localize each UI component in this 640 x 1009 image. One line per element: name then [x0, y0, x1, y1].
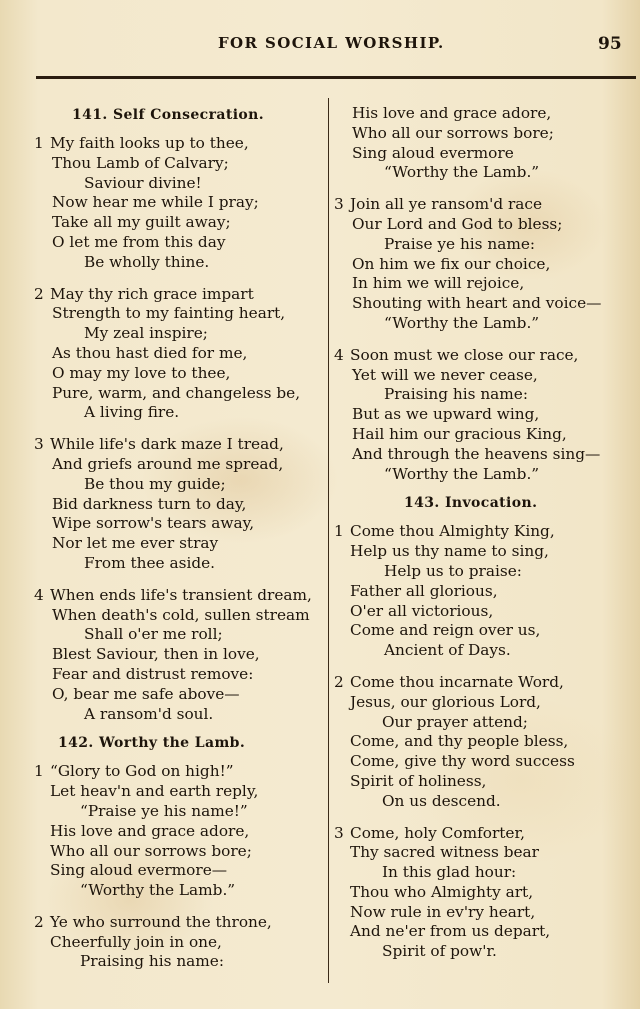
verse-line: Who all our sorrows bore;: [352, 123, 554, 142]
verse-line: In him we will rejoice,: [352, 274, 525, 293]
hymn-title-143: 143. Invocation.: [404, 495, 538, 512]
verse-line: Shall o'er me roll;: [84, 625, 223, 644]
right-column: [334, 104, 630, 962]
verse-line: Ancient of Days.: [384, 641, 511, 660]
stanza-number: 2: [334, 672, 344, 691]
verse-line: A ransom'd soul.: [84, 704, 214, 723]
stanza-number: 1: [334, 522, 344, 541]
verse-line: May thy rich grace impart: [50, 284, 254, 303]
verse-line: Bid darkness turn to day,: [52, 494, 247, 513]
hymn-title-141: 141. Self Consecration.: [72, 107, 264, 123]
verse-line: Come thou incarnate Word,: [350, 672, 564, 691]
verse-line: Our prayer attend;: [382, 712, 528, 731]
stanza: [334, 673, 630, 812]
verse-line: Strength to my fainting heart,: [52, 304, 286, 323]
verse-line: Spirit of holiness,: [350, 771, 487, 790]
verse-line: Praising his name:: [80, 952, 225, 971]
verse-line: On us descend.: [382, 791, 501, 810]
left-column: [34, 104, 324, 972]
header-rule: [36, 76, 636, 79]
verse-line: Sing aloud evermore—: [50, 861, 228, 880]
verse-line: His love and grace adore,: [352, 104, 552, 122]
verse-line: Yet will we never cease,: [352, 365, 538, 384]
stanza-number: 3: [334, 195, 344, 214]
verse-line: Soon must we close our race,: [350, 345, 579, 364]
page-number: 95: [598, 34, 622, 54]
verse-line: O, bear me safe above—: [52, 684, 240, 703]
verse-line: Sing aloud evermore: [352, 143, 514, 162]
verse-line: Fear and distrust remove:: [52, 664, 254, 683]
running-title: FOR SOCIAL WORSHIP.: [218, 34, 445, 52]
page-header: [0, 34, 640, 58]
verse-line: Pure, warm, and changeless be,: [52, 383, 301, 402]
verse-line: But as we upward wing,: [352, 405, 540, 424]
stanza: [34, 435, 324, 574]
verse-line: Help us to praise:: [384, 561, 522, 580]
verse-line: His love and grace adore,: [50, 821, 250, 840]
verse-line: Nor let me ever stray: [52, 534, 219, 553]
stanza-number: 1: [34, 762, 44, 781]
verse-line: Thy sacred witness bear: [350, 843, 539, 862]
verse-line: “Glory to God on high!”: [50, 762, 234, 781]
verse-line: “Worthy the Lamb.”: [384, 163, 540, 182]
verse-line: “Worthy the Lamb.”: [384, 464, 540, 483]
verse-line: As thou hast died for me,: [52, 343, 248, 362]
verse-line: When ends life's transient dream,: [50, 585, 312, 604]
verse-line: From thee aside.: [84, 553, 216, 572]
verse-line: Cheerfully join in one,: [50, 932, 222, 951]
verse-line: Come, and thy people bless,: [350, 732, 569, 751]
verse-line: Now hear me while I pray;: [52, 193, 259, 212]
stanza-number: 4: [334, 345, 344, 364]
column-divider: [328, 98, 329, 983]
verse-line: “Worthy the Lamb.”: [80, 881, 236, 900]
verse-line: Our Lord and God to bless;: [352, 214, 563, 233]
verse-line: “Worthy the Lamb.”: [384, 313, 540, 332]
hymn-title-142: 142. Worthy the Lamb.: [58, 735, 246, 752]
verse-line: And griefs around me spread,: [52, 454, 284, 473]
verse-line: Come, holy Comforter,: [350, 823, 525, 842]
verse-line: Come, give thy word success: [350, 752, 575, 771]
verse-line: Blest Saviour, then in love,: [52, 645, 260, 664]
verse-line: Be thou my guide;: [84, 474, 226, 493]
verse-line: Thou Lamb of Calvary;: [52, 153, 229, 172]
verse-line: Saviour divine!: [84, 173, 202, 192]
stanza: [334, 522, 630, 661]
verse-line: Now rule in ev'ry heart,: [350, 902, 536, 921]
stanza-number: 2: [34, 912, 44, 931]
verse-line: Jesus, our glorious Lord,: [350, 692, 541, 711]
verse-line: Thou who Almighty art,: [350, 882, 534, 901]
stanza: [34, 913, 324, 972]
stanza-number: 3: [34, 435, 44, 454]
verse-line: Take all my guilt away;: [52, 213, 231, 232]
stanza-number: 4: [34, 585, 44, 604]
stanza: [34, 134, 324, 273]
verse-line: Praising his name:: [384, 385, 529, 404]
verse-line: And ne'er from us depart,: [350, 922, 551, 941]
verse-line: Spirit of pow'r.: [382, 942, 497, 961]
stanza: [334, 824, 630, 963]
stanza: [334, 346, 630, 485]
stanza: [34, 285, 324, 424]
verse-line: Come and reign over us,: [350, 621, 541, 640]
verse-line: Who all our sorrows bore;: [50, 841, 252, 860]
verse-line: O'er all victorious,: [350, 601, 494, 620]
stanza-number: 3: [334, 823, 344, 842]
verse-line: Join all ye ransom'd race: [350, 195, 543, 214]
verse-line: And through the heavens sing—: [352, 444, 601, 463]
stanza-continued: [334, 104, 630, 183]
verse-line: Hail him our gracious King,: [352, 424, 567, 443]
verse-line: In this glad hour:: [382, 863, 517, 882]
verse-line: Father all glorious,: [350, 581, 498, 600]
stanza: [34, 586, 324, 725]
stanza: [334, 195, 630, 334]
verse-line: Be wholly thine.: [84, 252, 210, 271]
verse-line: O may my love to thee,: [52, 363, 231, 382]
verse-line: Come thou Almighty King,: [350, 522, 555, 541]
verse-line: O let me from this day: [52, 232, 226, 251]
stanza: [34, 762, 324, 901]
verse-line: My zeal inspire;: [84, 324, 208, 343]
verse-line: When death's cold, sullen stream: [52, 605, 310, 624]
verse-line: Praise ye his name:: [384, 234, 536, 253]
stanza-number: 1: [34, 134, 44, 152]
verse-line: A living fire.: [84, 403, 180, 422]
stanza-number: 2: [34, 284, 44, 303]
verse-line: “Praise ye his name!”: [80, 801, 248, 820]
verse-line: Help us thy name to sing,: [350, 542, 549, 561]
verse-line: On him we fix our choice,: [352, 254, 551, 273]
verse-line: Shouting with heart and voice—: [352, 294, 602, 313]
verse-line: Wipe sorrow's tears away,: [52, 514, 255, 533]
verse-line: Ye who surround the throne,: [50, 912, 272, 931]
verse-line: My faith looks up to thee,: [50, 134, 249, 152]
verse-line: While life's dark maze I tread,: [50, 435, 284, 454]
verse-line: Let heav'n and earth reply,: [50, 782, 259, 801]
